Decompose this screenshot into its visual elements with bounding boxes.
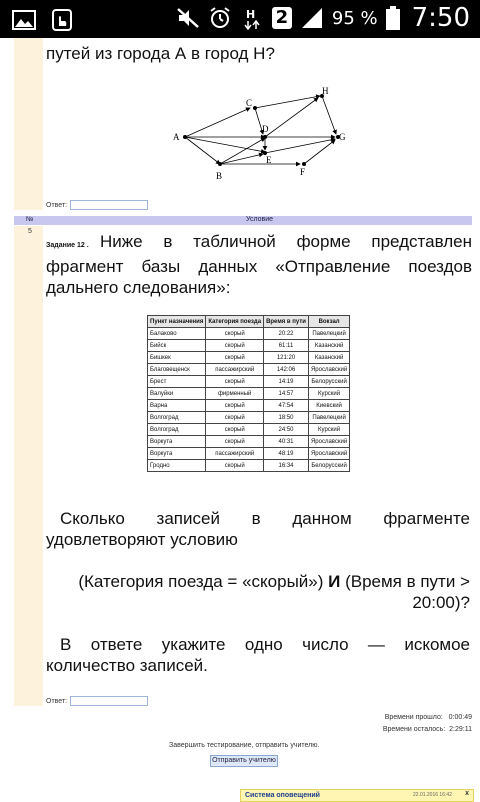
send-to-teacher-button[interactable]: Отправить учителю [210, 755, 278, 767]
table-cell: Волгоград [148, 424, 206, 436]
table-cell: скорый [206, 340, 264, 352]
table-cell: Валуйки [148, 388, 206, 400]
table-cell: Ярославский [308, 436, 349, 448]
hspa-signal-icon [240, 6, 264, 30]
table-row [148, 436, 350, 448]
instruction-text: В ответе укажите одно число — искомое количество записей. [46, 635, 470, 675]
col-station: Вокзал [308, 316, 349, 328]
graph-label-b: B [216, 171, 223, 181]
table-cell: пассажирский [206, 364, 264, 376]
graph-label-d: D [262, 124, 269, 134]
elapsed-time: Времени прошло: 0:00:49 [384, 714, 472, 721]
table-cell: скорый [206, 328, 264, 340]
table-cell: скорый [206, 376, 264, 388]
table-cell: Волгоград [148, 412, 206, 424]
table-cell: скорый [206, 352, 264, 364]
question-side-strip [14, 226, 43, 706]
task-intro [46, 231, 472, 298]
table-cell: 40:31 [264, 436, 309, 448]
signal-strength-icon [300, 6, 324, 30]
table-cell: Белорусский [308, 460, 349, 472]
table-cell: Ярославский [308, 448, 349, 460]
table-cell: Белорусский [308, 376, 349, 388]
table-cell: скорый [206, 436, 264, 448]
alarm-icon [208, 6, 232, 30]
table-cell: 20:22 [264, 328, 309, 340]
table-cell: Благовещенск [148, 364, 206, 376]
table-row [148, 340, 350, 352]
graph-label-e: E [266, 155, 272, 165]
answer-input-q4[interactable] [70, 200, 148, 210]
answer-input-q5[interactable] [70, 696, 148, 706]
table-cell: 24:50 [264, 424, 309, 436]
test-page [0, 38, 480, 800]
table-body [148, 328, 350, 472]
condition-paragraph [46, 571, 470, 613]
table-cell: Курский [308, 424, 349, 436]
table-cell: 14:57 [264, 388, 309, 400]
table-cell: 61:11 [264, 340, 309, 352]
task-label: Задание 12 . [46, 242, 89, 249]
table-cell: Павелецкий [308, 412, 349, 424]
answer-label: Ответ: [46, 697, 68, 705]
status-bar [0, 0, 480, 38]
table-header-row [148, 316, 350, 328]
trains-table [147, 315, 350, 472]
questions-header [14, 216, 472, 225]
table-row [148, 388, 350, 400]
table-row [148, 412, 350, 424]
city-graph-diagram [172, 86, 352, 186]
sim-badge-icon: 2 [272, 7, 292, 29]
table-row [148, 328, 350, 340]
graph-label-a: A [173, 132, 180, 142]
header-number: № [26, 216, 34, 223]
close-icon[interactable]: x [465, 790, 469, 797]
table-cell: Курский [308, 388, 349, 400]
condition-and: И [328, 572, 341, 591]
table-cell: скорый [206, 460, 264, 472]
table-cell: Казанский [308, 340, 349, 352]
table-cell: 18:50 [264, 412, 309, 424]
table-row [148, 460, 350, 472]
question-text: Сколько записей в данном фрагменте удовлетворяют условию [46, 509, 470, 549]
table-cell: скорый [206, 400, 264, 412]
table-row [148, 424, 350, 436]
header-condition: Условие [246, 216, 274, 223]
clock: 7:50 [411, 3, 470, 33]
table-cell: Воркута [148, 436, 206, 448]
graph-label-f: F [300, 167, 306, 177]
notification-bar[interactable] [240, 789, 474, 802]
table-row [148, 400, 350, 412]
table-row [148, 364, 350, 376]
table-row [148, 352, 350, 364]
table-cell: фирменный [206, 388, 264, 400]
table-cell: Гродно [148, 460, 206, 472]
table-cell: Павелецкий [308, 328, 349, 340]
remaining-time: Времени осталось: 2:29:11 [382, 726, 472, 733]
table-cell: Балаково [148, 328, 206, 340]
graph-label-g: G [339, 132, 346, 142]
answer-label: Ответ: [46, 201, 68, 209]
answer-row-q5 [46, 696, 148, 706]
question-number: 5 [28, 228, 32, 235]
col-category: Категория поезда [206, 316, 264, 328]
table-row [148, 376, 350, 388]
graph-label-c: C [246, 98, 253, 108]
svg-text:H: H [245, 8, 256, 21]
answer-row-q4 [46, 200, 148, 210]
col-destination: Пункт назначения [148, 316, 206, 328]
question-side-strip [14, 38, 43, 210]
table-cell: 48:19 [264, 448, 309, 460]
table-cell: 14:19 [264, 376, 309, 388]
table-cell: Брест [148, 376, 206, 388]
instruction-paragraph [46, 634, 470, 676]
table-cell: скорый [206, 424, 264, 436]
table-cell: Казанский [308, 352, 349, 364]
notification-date: 22.01.2016 16:42 [413, 792, 452, 798]
battery-icon [386, 6, 400, 30]
table-cell: 47:54 [264, 400, 309, 412]
table-cell: 16:34 [264, 460, 309, 472]
table-cell: пассажирский [206, 448, 264, 460]
question-paragraph [46, 508, 470, 550]
table-cell: Варна [148, 400, 206, 412]
condition-part-a: (Категория поезда = «скорый») [78, 572, 329, 591]
graph-label-h: H [322, 86, 329, 96]
mute-icon [176, 6, 200, 30]
condition-part-b: (Время в пути > 20:00)? [340, 572, 470, 612]
table-cell: Воркута [148, 448, 206, 460]
table-cell: 121:20 [264, 352, 309, 364]
table-cell: 142:06 [264, 364, 309, 376]
table-row [148, 448, 350, 460]
table-cell: Бийск [148, 340, 206, 352]
table-cell: Бишкек [148, 352, 206, 364]
notification-title: Система оповещений [245, 792, 320, 799]
battery-percent: 95 % [331, 7, 378, 29]
col-travel-time: Время в пути [264, 316, 309, 328]
table-cell: Киевский [308, 400, 349, 412]
table-cell: Ярославский [308, 364, 349, 376]
gallery-icon [12, 8, 36, 32]
table-cell: скорый [206, 412, 264, 424]
finish-test-text: Завершить тестирование, отправить учителю. [169, 742, 320, 749]
touch-hand-icon [50, 8, 74, 32]
question-text-fragment: путей из города А в город Н? [46, 44, 275, 63]
task-intro-text: Ниже в табличной форме представлен фрагмент базы данных «Отправление поездов дальнего следования»: [46, 232, 472, 297]
